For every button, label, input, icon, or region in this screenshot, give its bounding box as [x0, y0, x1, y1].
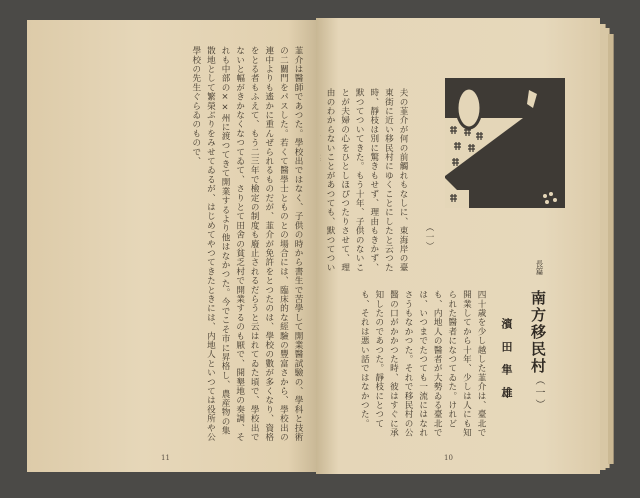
right-page-body-top: 夫の韮介が何の前觸れもなしに、東海岸の臺東街に近い移民村にゆくことにしたと云つた時、靜枝は別に驚きもせず、理由もきかず、默つてついてきた。もう十年、子供のないことが夫婦の心をひとしほぴつたりさせて、理由のわからないことがあつても、默つてつい [325, 88, 408, 272]
story-title [528, 290, 549, 411]
right-page-body-bottom: 四十歳を少し越した韮介は、臺北で開業してから十年、少しは人にも知られた醫者になつてゐた。けれども、内地人の醫者が大勢ゐる臺北では、いつまでたつても一流にはなれさうもなかつた。それで移民村の公醫の口がかかつた時、彼はすぐに承知したのであつた。靜枝にとつても、それは悪い話ではなかつた。 [359, 290, 486, 438]
title-part: （一） [533, 375, 544, 411]
woodcut-illustration [445, 78, 565, 208]
left-page [27, 20, 317, 472]
left-page-body: 韮介は醫師であつた。學校出ではなく、子供の時から書生で苦學して開業醫試驗の、學科と技術の二關門をパスした。若くて醫學士とものとの場合には、臨床的な經驗の豐富さから、學校出の連中よりも遙かに重んぜられるものだが、韮介が免許をとつたのは、學校の數が多くなり、資格をとる者もふえて、もう二三年で檢定の制度も廢止されるだらうと云はれてゐた頃で、學校出でないと幅がきかなくなつてゐて、さりとて田舍の貧乏村で開業するのも厭で、開墾地の奏調、それも中部の××州に渡つてきて開業するより他はなかつた。今でこそ市に昇格し、農産物の集散地として繁榮ぶりをみせてゐるが、はじめてやつてきたときには、内地人といつては役所や公學校の先生ぐらゐのもので、 [190, 46, 303, 442]
author-name: 濱田隼雄 [500, 318, 513, 410]
page-number: 10 [444, 454, 453, 462]
title-prefix: 長篇 [535, 260, 544, 275]
title-text: 南方移民村 [529, 290, 547, 375]
page-edge [608, 34, 614, 464]
section-number: （一） [424, 223, 434, 251]
page-number: 11 [161, 454, 170, 462]
